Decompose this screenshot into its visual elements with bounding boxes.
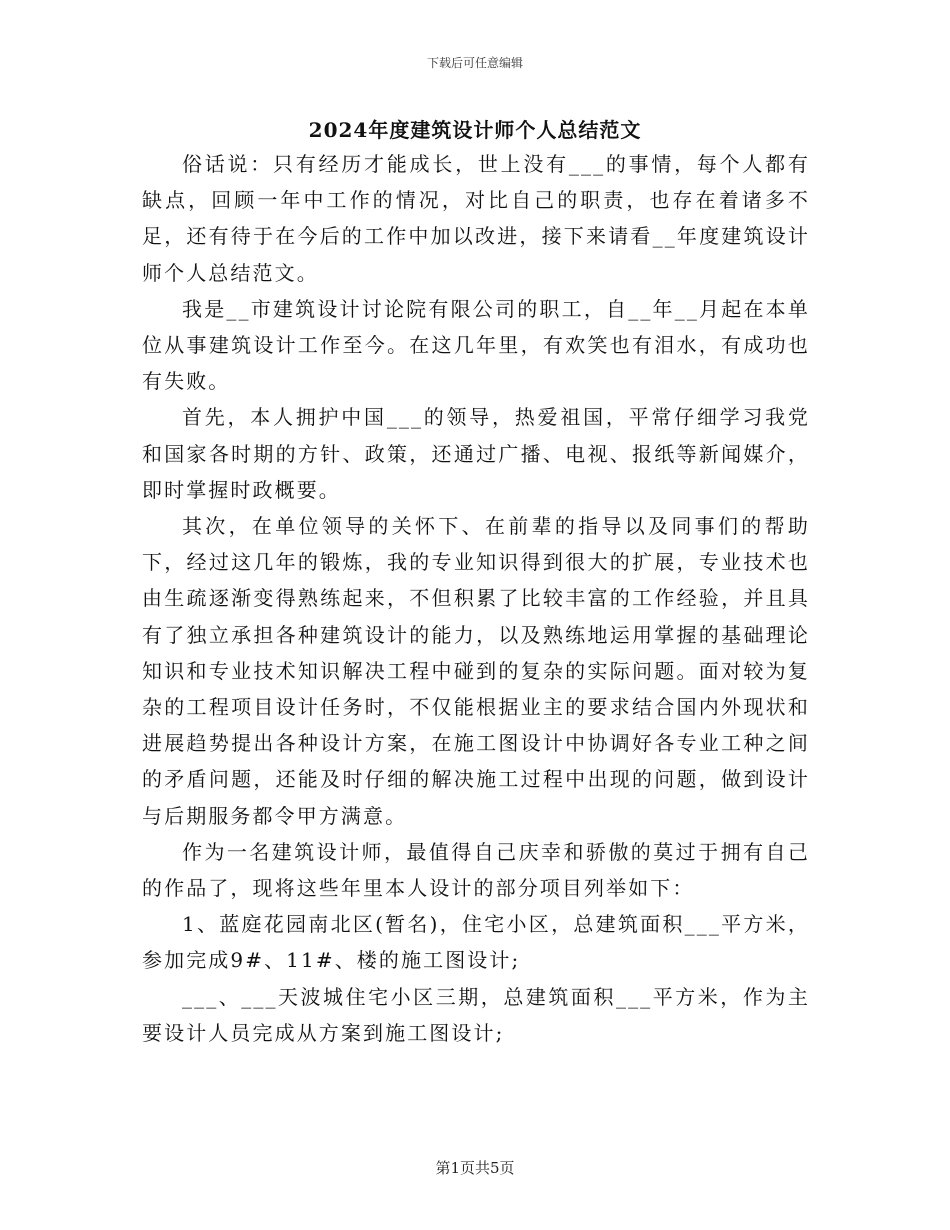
paragraph-2: 我是__市建筑设计讨论院有限公司的职工，自__年__月起在本单位从事建筑设计工作至今。在这几年里，有欢笑也有泪水，有成功也有失败。 [142, 296, 810, 394]
header-note: 下载后可任意编辑 [426, 56, 523, 70]
paragraph-5: 作为一名建筑设计师，最值得自己庆幸和骄傲的莫过于拥有自己的作品了，现将这些年里本人设计的部分项目列举如下： [142, 839, 810, 901]
paragraph-1: 俗话说：只有经历才能成长，世上没有___的事情，每个人都有缺点，回顾一年中工作的情况，对比自己的职责，也存在着诸多不足，还有待于在今后的工作中加以改进，接下来请看__年度建筑设计师个人总结范文。 [142, 152, 810, 285]
paragraph-3: 首先，本人拥护中国___的领导，热爱祖国，平常仔细学习我党和国家各时期的方针、政策，还通过广播、电视、报纸等新闻媒介，即时掌握时政概要。 [142, 405, 810, 502]
document-body [142, 146, 810, 1051]
paragraph-7: ___、___天波城住宅小区三期，总建筑面积___平方米，作为主要设计人员完成从方案到施工图设计; [142, 984, 810, 1045]
paragraph-6: 1、蓝庭花园南北区(暂名)，住宅小区，总建筑面积___平方米，参加完成9#、11#、楼的施工图设计; [142, 912, 810, 973]
paragraph-4: 其次，在单位领导的关怀下、在前辈的指导以及同事们的帮助下，经过这几年的锻炼，我的专业知识得到很大的扩展，专业技术也由生疏逐渐变得熟练起来，不但积累了比较丰富的工作经验，并且具有了独立承担各种建筑设计的能力，以及熟练地运用掌握的基础理论知识和专业技术知识解决工程中碰到的复杂的实际问题。面对较为复杂的工程项目设计任务时，不仅能根据业主的要求结合国内外现状和进展趋势提出各种设计方案，在施工图设计中协调好各专业工种之间的矛盾问题，还能及时仔细的解决施工过程中出现的问题，做到设计与后期服务都令甲方满意。 [142, 514, 810, 828]
page-indicator: 第1页共5页 [435, 1159, 515, 1177]
document-title: 2024年度建筑设计师个人总结范文 [308, 118, 642, 142]
